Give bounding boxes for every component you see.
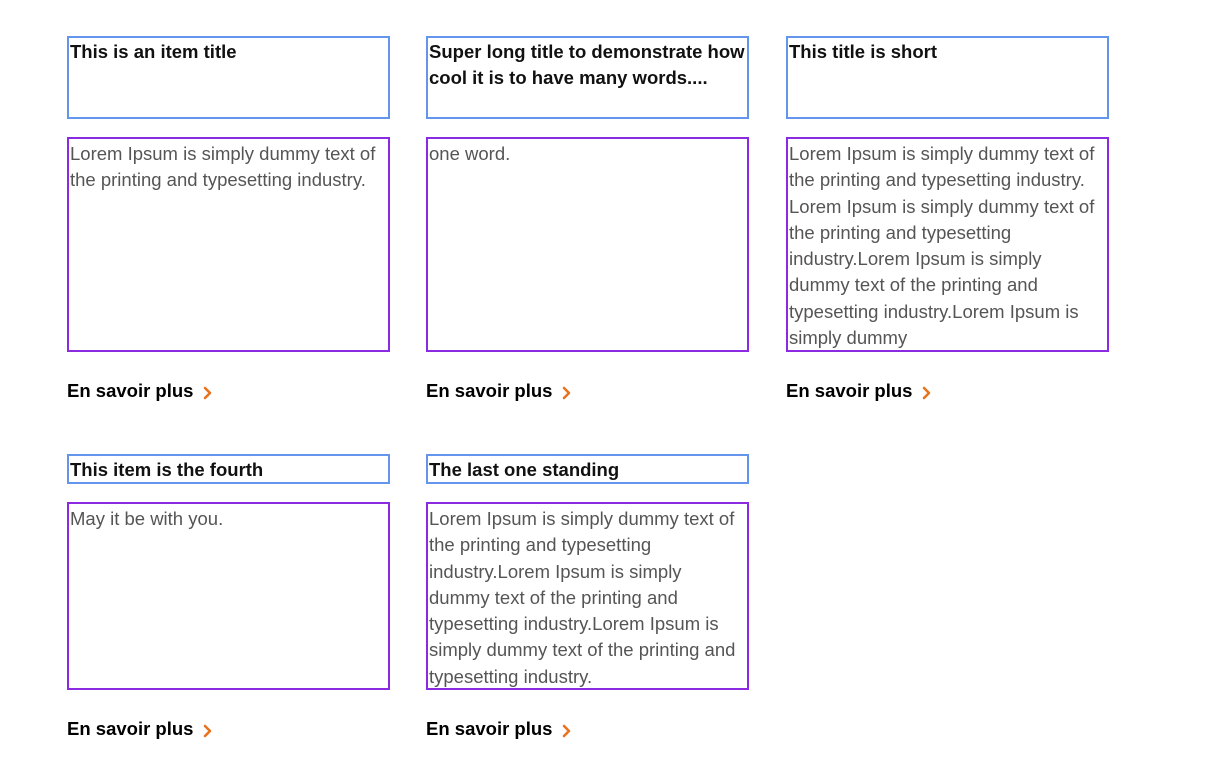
item-title: This title is short	[786, 36, 1109, 119]
item-title: The last one standing	[426, 454, 749, 484]
read-more-link[interactable]	[786, 380, 933, 402]
chevron-right-icon	[202, 723, 214, 739]
read-more-label: En savoir plus	[786, 380, 913, 401]
item-description: Lorem Ipsum is simply dummy text of the printing and typesetting industry.	[67, 137, 390, 352]
item-description: May it be with you.	[67, 502, 390, 690]
item-title: Super long title to demonstrate how cool it is to have many words....	[426, 36, 749, 119]
item-title: This is an item title	[67, 36, 390, 119]
chevron-right-icon	[202, 385, 214, 401]
read-more-label: En savoir plus	[67, 718, 194, 739]
read-more-link[interactable]	[426, 718, 573, 740]
item-description: Lorem Ipsum is simply dummy text of the printing and typesetting industry. Lorem Ipsum is simply dummy text of the printing and typesetting industry.Lorem Ipsum is simply dummy text of the printing and typesetting industry.Lorem Ipsum is simply dummy	[786, 137, 1109, 352]
item-description: Lorem Ipsum is simply dummy text of the printing and typesetting industry.Lorem Ipsum is simply dummy text of the printing and typesetting industry.Lorem Ipsum is simply dummy text of the printing and typesetting industry.	[426, 502, 749, 690]
chevron-right-icon	[561, 723, 573, 739]
read-more-label: En savoir plus	[67, 380, 194, 401]
read-more-link[interactable]	[426, 380, 573, 402]
read-more-label: En savoir plus	[426, 380, 553, 401]
chevron-right-icon	[921, 385, 933, 401]
item-title: This item is the fourth	[67, 454, 390, 484]
chevron-right-icon	[561, 385, 573, 401]
read-more-link[interactable]	[67, 718, 214, 740]
read-more-label: En savoir plus	[426, 718, 553, 739]
item-description: one word.	[426, 137, 749, 352]
read-more-link[interactable]	[67, 380, 214, 402]
